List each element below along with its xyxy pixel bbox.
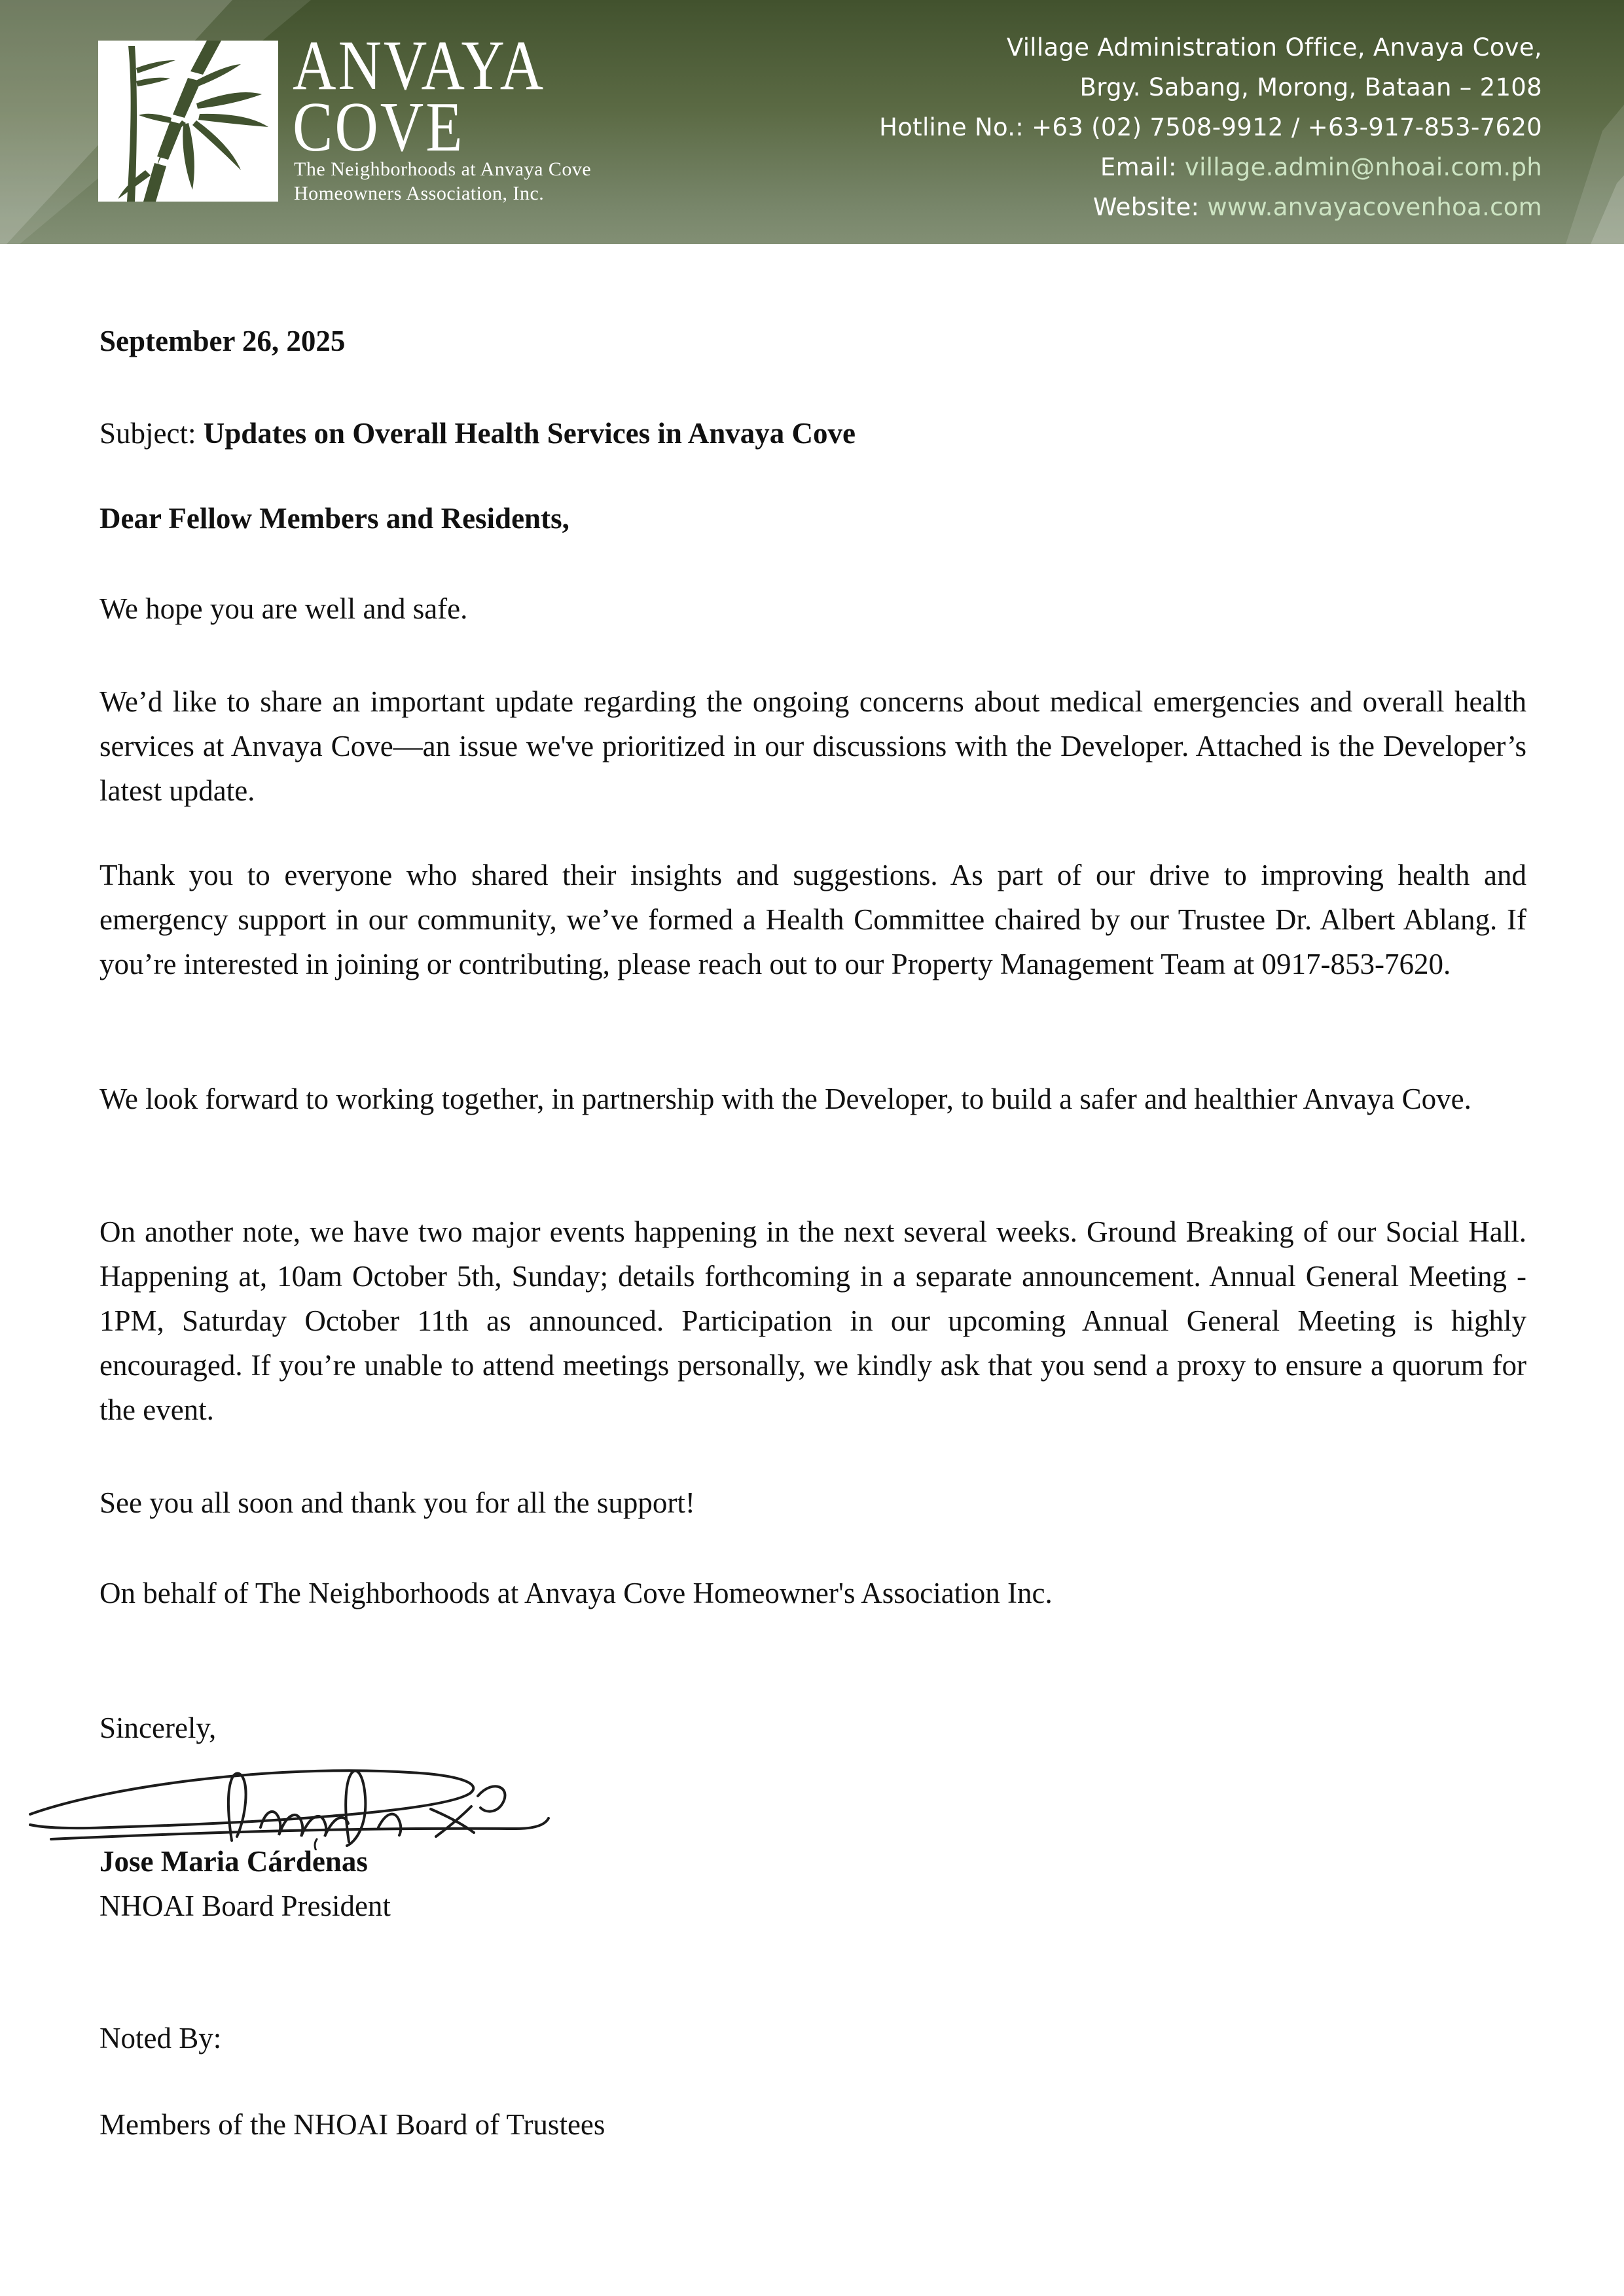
contact-email-line [879,147,1542,187]
subject-text: Updates on Overall Health Services in Anvaya Cove [203,417,856,450]
signature [12,1736,555,1850]
paragraph-events: On another note, we have two major events happening in the next several weeks. Ground Breaking of our Social Hall. Happening at, 10am October 5th, Sunday; details forthcoming in a separate announcement. Annual General Meeting - 1PM, Saturday October 11th as announced. Participation in our upcoming Annual General Meeting is highly encouraged. If you’re unable to attend meetings personally, we kindly ask that you send a proxy to ensure a quorum for the event. [99,1215,1526,1426]
bamboo-logo-icon [98,41,278,202]
subject-label: Subject: [99,417,204,450]
salutation: Dear Fellow Members and Residents, [99,502,569,535]
contact-info [879,27,1542,227]
signer-name: Jose Maria Cárdenas [99,1845,368,1878]
paragraph-thanks: See you all soon and thank you for all the support! [99,1486,695,1519]
letterhead-banner [0,0,1624,244]
contact-hotline-line: Hotline No.: +63 (02) 7508-9912 / +63-917-853-7620 [879,113,1542,141]
logo-name-line1: ANVAYA [293,26,546,105]
logo-tagline-line1: The Neighborhoods at Anvaya Cove [294,158,592,180]
closing: Sincerely, [99,1712,217,1744]
paragraph-partnership: We look forward to working together, in partnership with the Developer, to build a safer and healthier Anvaya Cove. [99,1083,1471,1115]
logo-wordmark [293,26,546,166]
paragraph-greeting: We hope you are well and safe. [99,592,468,625]
noted-members: Members of the NHOAI Board of Trustees [99,2108,605,2141]
contact-address-line: Brgy. Sabang, Morong, Bataan – 2108 [1079,73,1542,101]
logo-tagline [294,157,591,206]
website-label: Website: [1092,193,1208,221]
website-value: www.anvayacovenhoa.com [1207,193,1542,221]
contact-office-line: Village Administration Office, Anvaya Cove, [1006,33,1542,62]
subject-line [99,411,1526,456]
email-label: Email: [1100,153,1185,181]
signer-title: NHOAI Board President [99,1890,391,1922]
email-value: village.admin@nhoai.com.ph [1184,153,1542,181]
logo-box [98,41,278,202]
signature-scrawl-icon [12,1736,555,1850]
noted-by-label: Noted By: [99,2022,222,2054]
paragraph-health-committee: Thank you to everyone who shared their insights and suggestions. As part of our drive to improving health and emergency support in our community, we’ve formed a Health Committee chaired by our Trustee Dr. Albert Ablang. If you’re interested in joining or contributing, please reach out to our Property Management Team at 0917-853-7620. [99,859,1526,980]
paragraph-health-update: We’d like to share an important update regarding the ongoing concerns about medical emergencies and overall health services at Anvaya Cove—an issue we've prioritized in our discussions with the Developer. Attached is the Developer’s latest update. [99,685,1526,807]
letter-date: September 26, 2025 [99,325,346,357]
logo-name-line2: COVE [293,87,465,166]
logo-tagline-line2: Homeowners Association, Inc. [294,183,545,204]
contact-website-line [879,187,1542,227]
paragraph-on-behalf: On behalf of The Neighborhoods at Anvaya Cove Homeowner's Association Inc. [99,1577,1053,1609]
